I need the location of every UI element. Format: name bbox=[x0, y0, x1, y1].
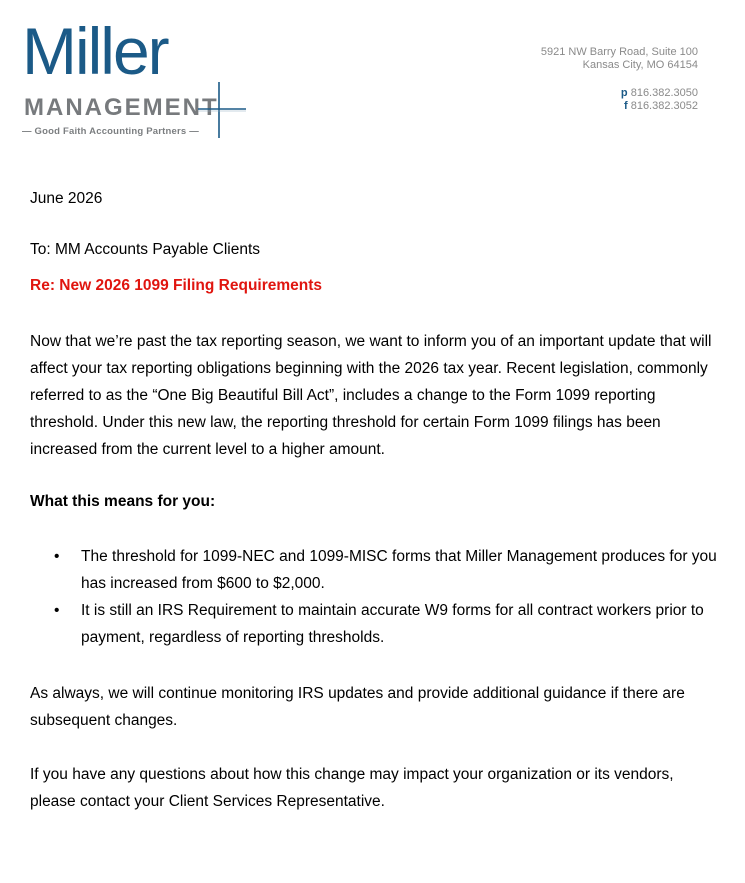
bullet-list bbox=[30, 543, 720, 651]
address-line-1: 5921 NW Barry Road, Suite 100 bbox=[540, 46, 698, 58]
logo-tagline: — Good Faith Accounting Partners — bbox=[22, 126, 199, 137]
closing-paragraph-2: If you have any questions about how this change may impact your organization or its vendors, please contact your Client Services Representative. bbox=[30, 766, 674, 810]
letter-date: June 2026 bbox=[30, 190, 103, 207]
bullet-text: The threshold for 1099-NEC and 1099-MISC forms that Miller Management produces for you has increased from $600 to $2,000. bbox=[81, 548, 717, 592]
closing-paragraph-1: As always, we will continue monitoring IRS updates and provide additional guidance if there are subsequent changes. bbox=[30, 685, 685, 729]
bullet-icon: • bbox=[54, 548, 60, 565]
company-address bbox=[541, 46, 698, 72]
phone-number: 816.382.3050 bbox=[630, 87, 698, 99]
company-contact bbox=[621, 87, 698, 113]
logo-subtitle: MANAGEMENT bbox=[24, 94, 219, 121]
phone-line bbox=[621, 87, 698, 100]
address-line-2: Kansas City, MO 64154 bbox=[582, 59, 698, 71]
phone-label: p bbox=[620, 87, 628, 99]
logo-wordmark: Miller bbox=[22, 14, 168, 88]
company-logo bbox=[18, 14, 268, 144]
fax-number: 816.382.3052 bbox=[630, 100, 698, 112]
list-item bbox=[30, 543, 720, 597]
fax-line bbox=[621, 100, 698, 113]
letter-recipient: To: MM Accounts Payable Clients bbox=[30, 241, 261, 258]
section-heading: What this means for you: bbox=[30, 493, 216, 510]
bullet-icon: • bbox=[54, 602, 60, 619]
list-item bbox=[30, 597, 720, 651]
letter-subject: Re: New 2026 1099 Filing Requirements bbox=[30, 277, 323, 294]
fax-label: f bbox=[623, 100, 628, 112]
intro-paragraph: Now that we’re past the tax reporting season, we want to inform you of an important update that will affect your tax reporting obligations beginning with the 2026 tax year. Recent legislation, commonly referred to as the “One Big Beautiful Bill Act”, includes a change to the Form 1099 reporting threshold. Under this new law, the reporting threshold for certain Form 1099 filings has been increased from the current level to a higher amount. bbox=[30, 333, 712, 458]
bullet-text: It is still an IRS Requirement to maintain accurate W9 forms for all contract workers prior to payment, regardless of reporting thresholds. bbox=[81, 602, 704, 646]
